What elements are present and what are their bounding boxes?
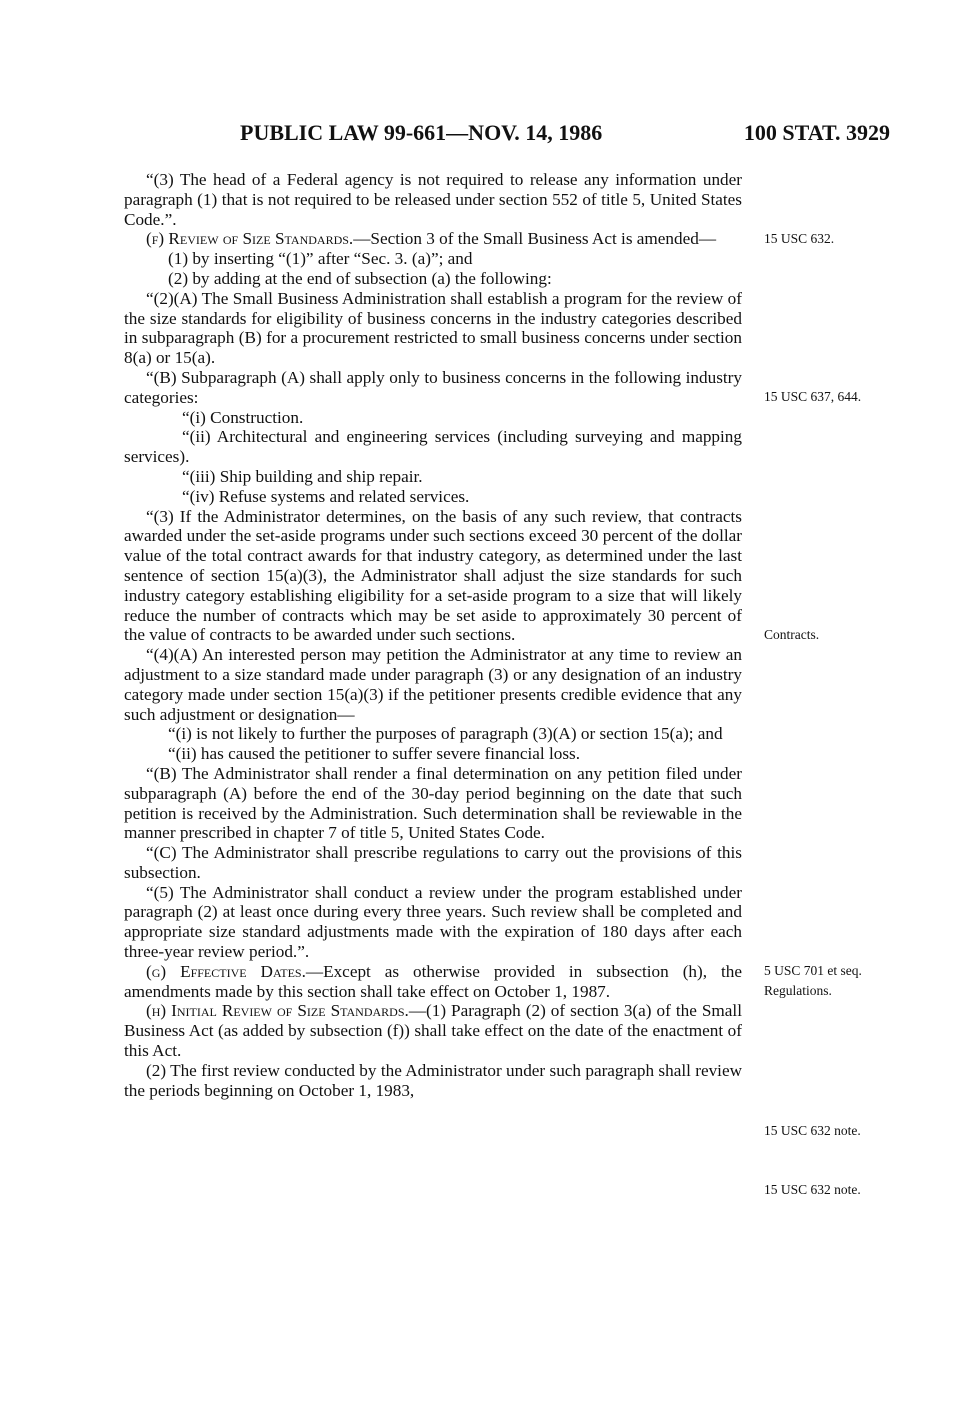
paragraph: “(C) The Administrator shall prescribe regulations to carry out the provisions of this subsection. [124,843,742,882]
margin-note: 5 USC 701 et seq. [764,963,862,978]
header-title: PUBLIC LAW 99-661—NOV. 14, 1986 [240,120,603,145]
margin-note: 15 USC 637, 644. [764,389,862,404]
margin-note: Contracts. [764,627,820,642]
paragraph: (2) The first review conducted by the Administrator under such paragraph shall review the periods beginning on October 1, 1983, [124,1060,742,1100]
paragraph: “(iii) Ship building and ship repair. [182,466,423,486]
paragraph: (h) Initial Review of Size Standards.—(1) Paragraph (2) of section 3(a) of the Small Business Act (as added by subsection (f)) shall take effect on the date of the enactment of this Act. [124,1001,742,1061]
paragraph: (g) Effective Dates.—Except as otherwise provided in subsection (h), the amendments made by this section shall take effect on October 1, 1987. [124,961,742,1001]
section-heading: (g) Effective Dates. [146,961,306,981]
paragraph: “(B) The Administrator shall render a final determination on any petition filed under subparagraph (A) before the end of the 30-day period beginning on the date that such petition is received by the Administration. Such determination shall be reviewable in the manner prescribed in chapter 7 of title 5, United States Code. [124,763,742,843]
paragraph: “(4)(A) An interested person may petition the Administrator at any time to review an adjustment to a size standard made under paragraph (3) or any designation of an industry category made under section 15(a)(3) if the petitioner presents credible evidence that any such adjustment or designation— [124,645,742,724]
margin-note: 15 USC 632 note. [764,1123,861,1138]
paragraph: “(iv) Refuse systems and related services. [182,486,470,506]
section-heading: (h) Initial Review of Size Standards. [146,1001,409,1021]
paragraph: “(ii) has caused the petitioner to suffer severe financial loss. [168,744,581,764]
paragraph: “(i) Construction. [182,407,304,427]
paragraph: “(3) If the Administrator determines, on the basis of any such review, that contracts awarded under the set-aside programs under such sections exceed 30 percent of the dollar value of the total contract awards for that industry category, as determined under the last sentence of section 15(a)(3), the Administrator shall adjust the size standards for such industry category establishing eligibility for a set-aside program to a size that will likely reduce the number of contracts which may be set aside to approximately 30 percent of the value of contracts to be awarded under such sections. [124,506,742,645]
section-heading: (f) Review of Size Standards. [146,229,354,249]
paragraph: “(B) Subparagraph (A) shall apply only to business concerns in the following industry categories: [124,367,742,407]
header-page-number: 100 STAT. 3929 [743,120,890,145]
paragraph: “(i) is not likely to further the purposes of paragraph (3)(A) or section 15(a); and [168,724,723,744]
paragraph: (1) by inserting “(1)” after “Sec. 3. (a)”; and [168,249,473,269]
paragraph: “(5) The Administrator shall conduct a review under the program established under paragraph (2) at least once during every three years. Such review shall be completed and appropriate size standard adjustments made with the expiration of 180 days after each three-year review period.”. [124,882,742,962]
margin-note: Regulations. [764,983,832,998]
paragraph: “(ii) Architectural and engineering services (including surveying and mapping services). [124,427,742,467]
body-text [124,170,742,1100]
margin-note: 15 USC 632. [764,231,835,246]
margin-note: 15 USC 632 note. [764,1182,861,1197]
paragraph: (2) by adding at the end of subsection (a) the following: [168,268,552,288]
page-header [240,120,890,150]
paragraph: “(3) The head of a Federal agency is not required to release any information under paragraph (1) that is not required to be released under section 552 of title 5, United States Code.”. [124,170,742,229]
paragraph: (f) Review of Size Standards.—Section 3 of the Small Business Act is amended— [146,229,717,249]
paragraph: “(2)(A) The Small Business Administration shall establish a program for the review of the size standards for eligibility of business concerns in the industry categories described in subparagraph (B) for a procurement restricted to small business concerns under section 8(a) or 15(a). [124,288,742,368]
